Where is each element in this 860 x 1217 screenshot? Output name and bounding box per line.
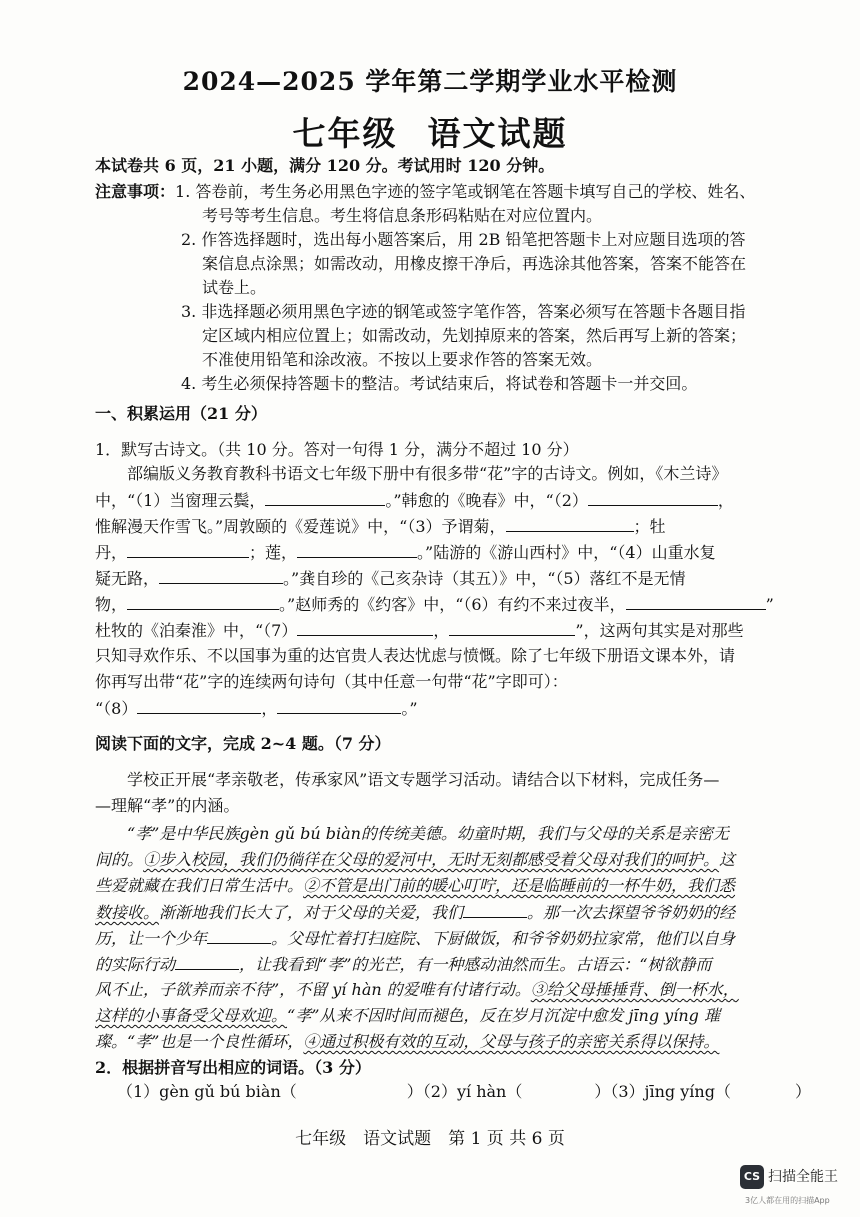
passage-text: 风不止，子欲养而亲不待”，不留 yí hàn 的爱唯有付诸行动。 [95,980,531,999]
passage-text: 些爱就藏在我们日常生活中。 [95,876,304,895]
answer-blank[interactable] [127,542,249,558]
q1-text: 。”陆游的《游山西村》中，“（4）山重水复 [417,543,716,562]
notice-line-4: 案信息点涂黑；如需改动，用橡皮擦干净后，再选涂其他答案，答案不能答在 [202,254,747,273]
subject-label: 语文试题 [427,114,568,153]
q2-item-2: ）（2）yí hàn（ [406,1082,523,1101]
passage-text: “孝”从来不因时间而褪色，反在岁月沉淀中愈发 jīng yíng 璀 [287,1006,720,1025]
q2-item-3: ）（3）jīng yíng（ [594,1082,731,1101]
passage-text: 璨。“孝”也是一个良性循环， [95,1032,304,1051]
notice-line-8: 不准使用铅笔和涂改液。不按以上要求作答的答案无效。 [202,350,603,369]
q1-text-line-1: 部编版义务教育教科书语文七年级下册中有很多带“花”字的古诗文。例如，《木兰诗》 [127,464,728,483]
passage-text: 。那一次去探望爷爷奶奶的经 [527,903,736,922]
q1-text: ， [261,699,278,718]
q1-text-line-9: 你再写出带“花”字的连续两句诗句（其中任意一句带“花”字即可）： [95,672,568,691]
reading-heading: 阅读下面的文字，完成 2~4 题。（7 分） [95,734,391,753]
q1-text: ”，这两句其实是对那些 [575,621,744,640]
q1-text: ， [433,621,450,640]
q1-text-line-10 [95,698,418,719]
answer-blank[interactable] [207,928,271,944]
question-2-label: 2．根据拼音写出相应的词语。（3 分） [95,1058,371,1077]
passage-line-2 [95,850,735,870]
notice-line-5: 试卷上。 [202,278,267,297]
section-heading: 一、积累运用（21 分） [95,404,267,423]
reading-intro-line-2: —理解“孝”的内涵。 [95,796,240,815]
q1-text-line-8: 只知寻欢作乐、不以国事为重的达官贵人表达忧虑与愤慨。除了七年级下册语文课本外，请 [95,646,736,665]
answer-blank[interactable] [175,954,239,970]
passage-text: 这 [719,850,736,869]
answer-blank[interactable] [588,490,718,506]
camscanner-name: 扫描全能王 [768,1169,838,1185]
q1-text-line-5 [95,568,686,589]
q1-text: 。”赵师秀的《约客》中，“（6）有约不来过夜半， [279,595,626,614]
passage-text: 的实际行动 [95,955,176,974]
q1-text: 惟解漫天作雪飞。”周敦颐的《爱莲说》中，“（3）予谓菊， [95,517,506,536]
exam-title: 2024—2025 学年第二学期学业水平检测 [182,67,678,96]
passage-text: 历，让一个少年 [95,929,208,948]
grade-label: 七年级 [292,114,398,153]
q1-text-line-6 [95,594,774,615]
answer-blank[interactable] [297,620,433,636]
notice-line-3: 2. 作答选择题时，选出每小题答案后，用 2B 铅笔把答题卡上对应题目选项的答 [181,230,746,249]
note-text: 1. 答卷前，考生务必用黑色字迹的签字笔或钢笔在答题卡填写自己的学校、姓名、 [175,182,756,201]
answer-blank[interactable] [463,902,527,918]
passage-line-8 [95,1006,720,1026]
exam-subtitle [0,108,860,155]
q1-text: 。”韩愈的《晚春》中，“（2） [385,491,588,510]
passage-line-5 [95,928,735,949]
q1-text: ， [717,491,734,510]
notice-line-2: 考号等考生信息。考生将信息条形码粘贴在对应位置内。 [202,206,603,225]
question-2-items [117,1082,811,1102]
page-footer: 七年级 语文试题 第 1 页 共 6 页 [295,1129,565,1149]
answer-blank[interactable] [449,620,575,636]
q1-text: 。” [401,699,418,718]
answer-blank[interactable] [297,542,417,558]
answer-blank[interactable] [626,594,766,610]
passage-text: ，让我看到“孝”的光芒，有一种感动油然而生。古语云：“树欲静而 [239,955,712,974]
camscanner-tagline: 3亿人都在用的扫描App [745,1196,830,1205]
reading-intro-line-1: 学校正开展“孝亲敬老，传承家风”语文专题学习活动。请结合以下材料，完成任务— [127,770,720,789]
exam-info: 本试卷共 6 页，21 小题，满分 120 分。考试用时 120 分钟。 [95,156,555,175]
answer-blank[interactable] [137,698,261,714]
q1-text: 丹， [95,543,128,562]
passage-line-3 [95,876,735,896]
camscanner-logo-icon: CS [740,1165,764,1189]
answer-blank[interactable] [127,594,279,610]
passage-line-4 [95,902,735,923]
q1-text: 杜牧的《泊秦淮》中，“（7） [95,621,298,640]
q1-text-line-3 [95,516,666,537]
q1-text: ；莲， [249,543,298,562]
marked-sentence-4: ④通过积极有效的互动，父母与孩子的亲密关系得以保持。 [303,1032,720,1051]
passage-line-1: “孝”是中华民族gèn gǔ bú biàn的传统美德。幼童时期，我们与父母的关系是亲密无 [127,824,729,843]
q2-item-close: ） [794,1082,811,1101]
notice-line-7: 定区域内相应位置上；如需改动，先划掉原来的答案，然后再写上新的答案； [202,326,747,345]
passage-line-6 [95,954,712,975]
answer-blank[interactable] [506,516,634,532]
answer-blank[interactable] [265,490,385,506]
q1-text: 物， [95,595,128,614]
question-1-label: 1．默写古诗文。（共 10 分。答对一句得 1 分，满分不超过 10 分） [95,440,579,459]
marked-sentence-2-end: 数接收。 [95,903,160,922]
marked-sentence-3-end: 这样的小事备受父母欢迎。 [95,1006,288,1025]
q1-text: ；牡 [633,517,666,536]
passage-text: 渐渐地我们长大了，对于父母的关爱，我们 [159,903,464,922]
notice-label: 注意事项： [95,182,176,201]
q1-text: “（8） [95,699,138,718]
q1-text: 中，“（1）当窗理云鬓， [95,491,266,510]
notice-line-1 [95,182,755,202]
notice-line-6: 3. 非选择题必须用黑色字迹的钢笔或签字笔作答，答案必须写在答题卡各题目指 [181,302,746,321]
marked-sentence-3: ③给父母捶捶背、倒一杯水， [530,980,739,999]
notice-line-9: 4. 考生必须保持答题卡的整洁。考试结束后，将试卷和答题卡一并交回。 [181,374,698,393]
q1-text: 疑无路， [95,569,160,588]
q1-text: ” [765,595,774,614]
q1-text-line-2 [95,490,734,511]
q1-text: 。”龚自珍的《己亥杂诗（其五）》中，“（5）落红不是无情 [283,569,686,588]
q1-text-line-4 [95,542,716,563]
answer-blank[interactable] [159,568,283,584]
q1-text-line-7 [95,620,744,641]
passage-line-9 [95,1032,719,1052]
marked-sentence-2: ②不管是出门前的暖心叮咛，还是临睡前的一杯牛奶，我们悉 [303,876,736,895]
q2-item-1: （1）gèn gǔ bú biàn（ [117,1082,297,1101]
passage-line-7 [95,980,739,1000]
marked-sentence-1: ①步入校园，我们仍徜徉在父母的爱河中，无时无刻都感受着父母对我们的呵护。 [143,850,720,869]
passage-text: 。父母忙着打扫庭院、下厨做饭，和爷爷奶奶拉家常，他们以自身 [271,929,736,948]
answer-blank[interactable] [277,698,401,714]
passage-text: 间的。 [95,850,144,869]
